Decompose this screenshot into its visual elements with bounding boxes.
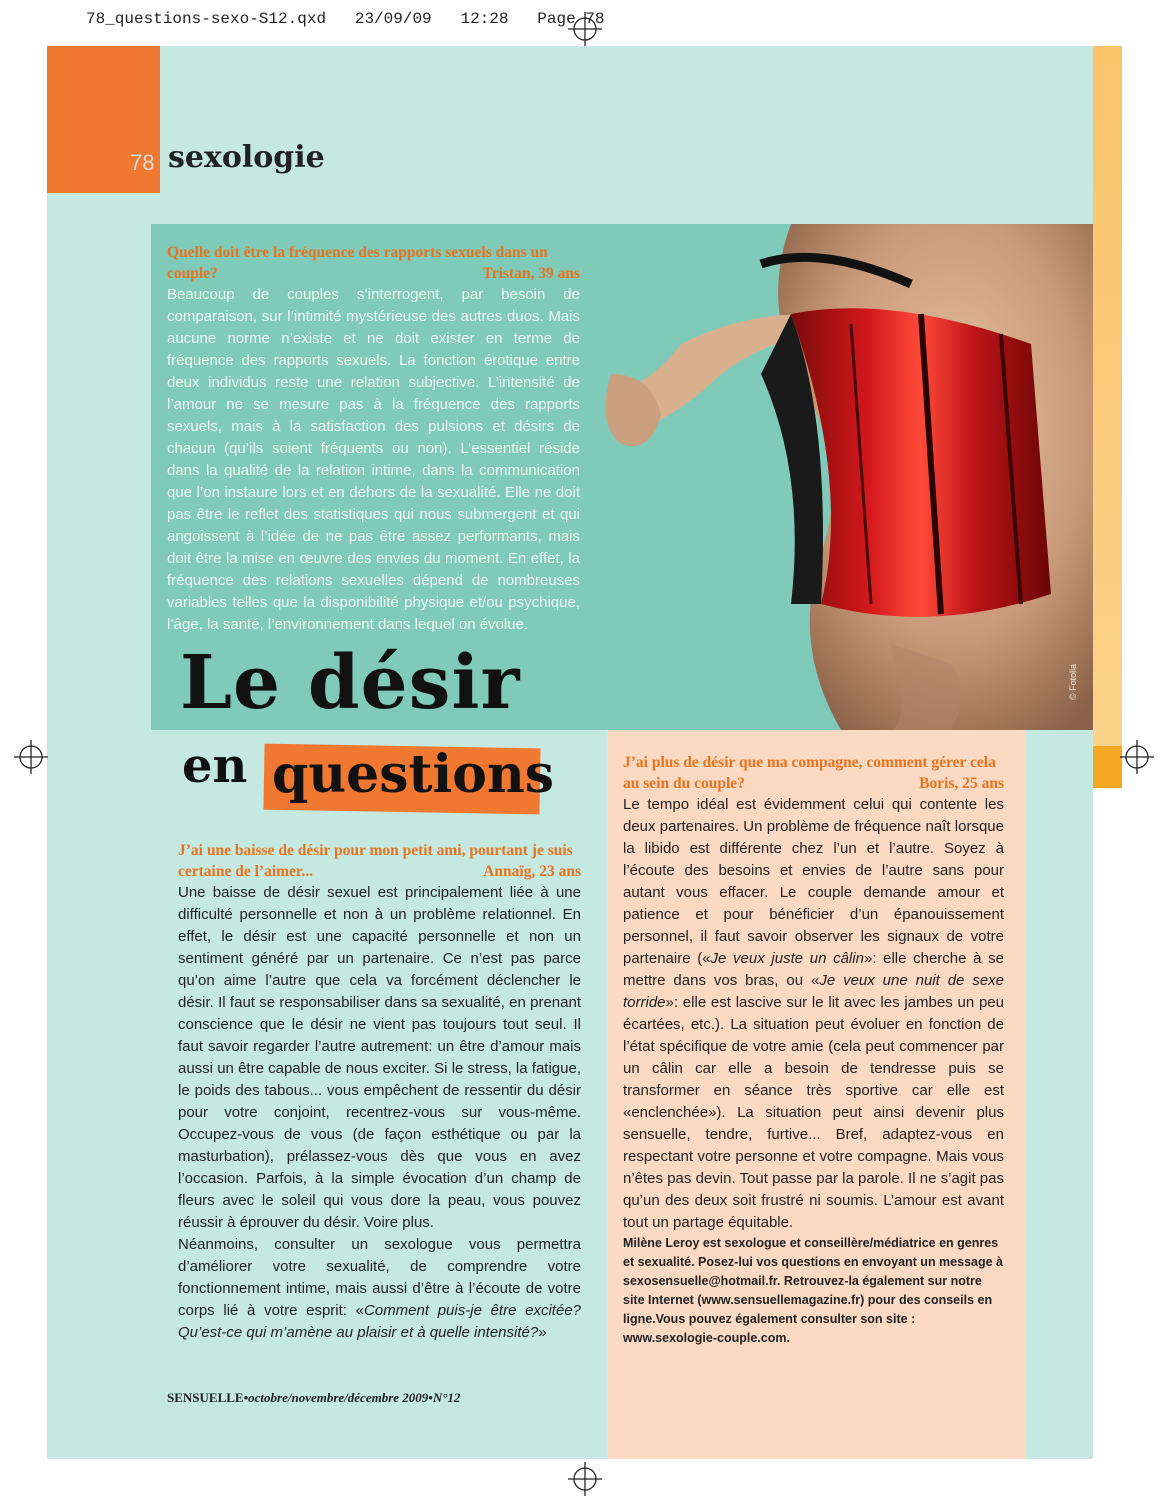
question-author: Tristan, 39 ans [482, 265, 580, 282]
registration-mark-icon [14, 740, 48, 774]
registration-mark-icon [1120, 740, 1154, 774]
answer-2-paragraph-2 [178, 1234, 581, 1344]
answer-text: » [538, 1324, 547, 1341]
answer-3 [623, 794, 1004, 1234]
question-author: Annaïg, 23 ans [483, 863, 581, 880]
photo-credit: © Fotolia [1068, 663, 1078, 700]
question-block-3 [623, 752, 1004, 1348]
headline-line-2a: en [182, 738, 248, 794]
author-bio: Milène Leroy est sexologue et conseillère/médiatrice en genres et sexualité. Posez-lui vos questions en envoyant un message à sexosensuelle@hotmail.fr. Retrouvez-la également sur notre site Internet (www.sensuellemagazine.fr) pour des conseils en ligne.Vous pouvez également consulter son site : www.sexologie-couple.com. [623, 1236, 1003, 1345]
headline-line-1: Le désir [180, 640, 521, 726]
question-1 [167, 242, 580, 284]
section-title: sexologie [168, 140, 325, 175]
right-edge-marker [1093, 746, 1122, 788]
question-text: Quelle doit être la fréquence des rapports sexuels dans un couple? [167, 244, 548, 282]
right-edge-stripe [1093, 46, 1122, 746]
answer-quote: Je veux juste un câlin [710, 950, 864, 967]
answer-text: »: elle est lascive sur le lit avec les jambes un peu écartées, etc.). La situation peut évoluer en fonction de l’état spécifique de votre amie (cela peut commencer par un câlin car elle a besoin de tendresse puis se transformer en séance très sportive car elle est «enclenchée»). La situation peut ainsi devenir plus sensuelle, tendre, furtive... Bref, adaptez-vous en respectant votre personne et votre compagne. Mais vous n’êtes pas devin. Tout passe par la parole. Il ne s’agit pas qu’un des deux soit frustré ni soumis. L’amour est avant tout un partage équitable. [623, 994, 1004, 1231]
question-3 [623, 752, 1004, 794]
question-block-2 [178, 840, 581, 1344]
question-block-1 [167, 242, 580, 636]
answer-2-paragraph-1: Une baisse de désir sexuel est principalement liée à une difficulté personnelle et non à un problème relationnel. En effet, le désir est une capacité personnelle et non un sentiment généré par un partenaire. Ce n’est pas parce qu’on aime l’autre que cela va forcément déclencher le désir. Il faut se responsabiliser dans sa sexualité, en prenant conscience que le désir ne vient pas toujours tout seul. Il faut savoir regarder l’autre autrement: un être d’amour mais aussi un être capable de nous exciter. Si le stress, la fatigue, le poids des tabous... vous empêchent de ressentir du désir pour votre conjoint, recentrez-vous sur vous-même. Occupez-vous de vous (de façon esthétique ou par la masturbation), prélassez-vous dès que vous en avez l’occasion. Parfois, à la simple évocation d’un champ de fleurs avec le soleil qui vous dore la peau, vous pouvez réussir à éprouver du désir. Voire plus. [178, 884, 581, 1231]
answer-text: Néanmoins, consulter un sexologue vous permettra d’améliorer votre sexualité, de comprendre votre fonctionnement intime, mais aussi d’être à l’écoute de votre corps lié à votre esprit: « [178, 1236, 581, 1319]
question-text: J’ai une baisse de désir pour mon petit ami, pourtant je suis certaine de l’aimer... [178, 842, 573, 880]
corset-photo [591, 224, 1093, 730]
answer-1: Beaucoup de couples s’interrogent, par besoin de comparaison, sur l’intimité mystérieuse des autres duos. Mais aucune norme n’existe et ne doit exister en terme de fréquence des rapports sexuels. La fonction érotique entre deux individus reste une relation subjective. L’intensité de l’amour ne se mesure pas à la fréquence des rapports sexuels, mais à la satisfaction des pulsions et désirs de chacun (qu’ils soient fréquents ou non). L’essentiel réside dans la qualité de la relation intime, dans la communication que l’on instaure lors et en dehors de la sexualité. Elle ne doit pas être le reflet des statistiques qui nous submergent et qui angoissent à l’idée de ne pas être assez performants, mais doit être la mise en œuvre des envies du moment. En effet, la fréquence des relations sexuelles dépend de nombreuses variables telles que la disponibilité physique et/ou psychique, l’âge, la santé, l’environnement dans lequel on évolue. [167, 286, 580, 633]
answer-text: Le tempo idéal est évidemment celui qui contente les deux partenaires. Un problème de fréquence naît lorsque la libido est différente chez l’un et l’autre. Soyez à l’écoute des besoins et envies de l’autre sans pour autant vous effacer. Le couple demande amour et patience et pour bénéficier d’un épanouissement personnel, il faut savoir observer les signaux de votre partenaire (« [623, 796, 1004, 967]
printer-slug: 78_questions-sexo-S12.qxd 23/09/09 12:28 Page 78 [86, 10, 605, 28]
headline-line-2b: questions [272, 744, 555, 805]
question-author: Boris, 25 ans [919, 775, 1004, 792]
page-number: 78 [130, 150, 155, 175]
question-text: J’ai plus de désir que ma compagne, comment gérer cela au sein du couple? [623, 754, 996, 792]
issue-info: •octobre/novembre/décembre 2009•N°12 [243, 1390, 461, 1405]
page-footer [167, 1390, 460, 1406]
registration-mark-icon [568, 12, 602, 46]
answer-text: »: elle cherche à se mettre dans vos bras, ou « [623, 950, 1004, 989]
magazine-name: SENSUELLE [167, 1390, 244, 1405]
registration-mark-icon [568, 1462, 602, 1496]
answer-quote: Comment puis-je être excitée? Qu’est-ce qui m’amène au plaisir et à quelle intensité? [178, 1302, 581, 1341]
question-2 [178, 840, 581, 882]
answer-quote: Je veux une nuit de sexe torride [623, 972, 1004, 1011]
